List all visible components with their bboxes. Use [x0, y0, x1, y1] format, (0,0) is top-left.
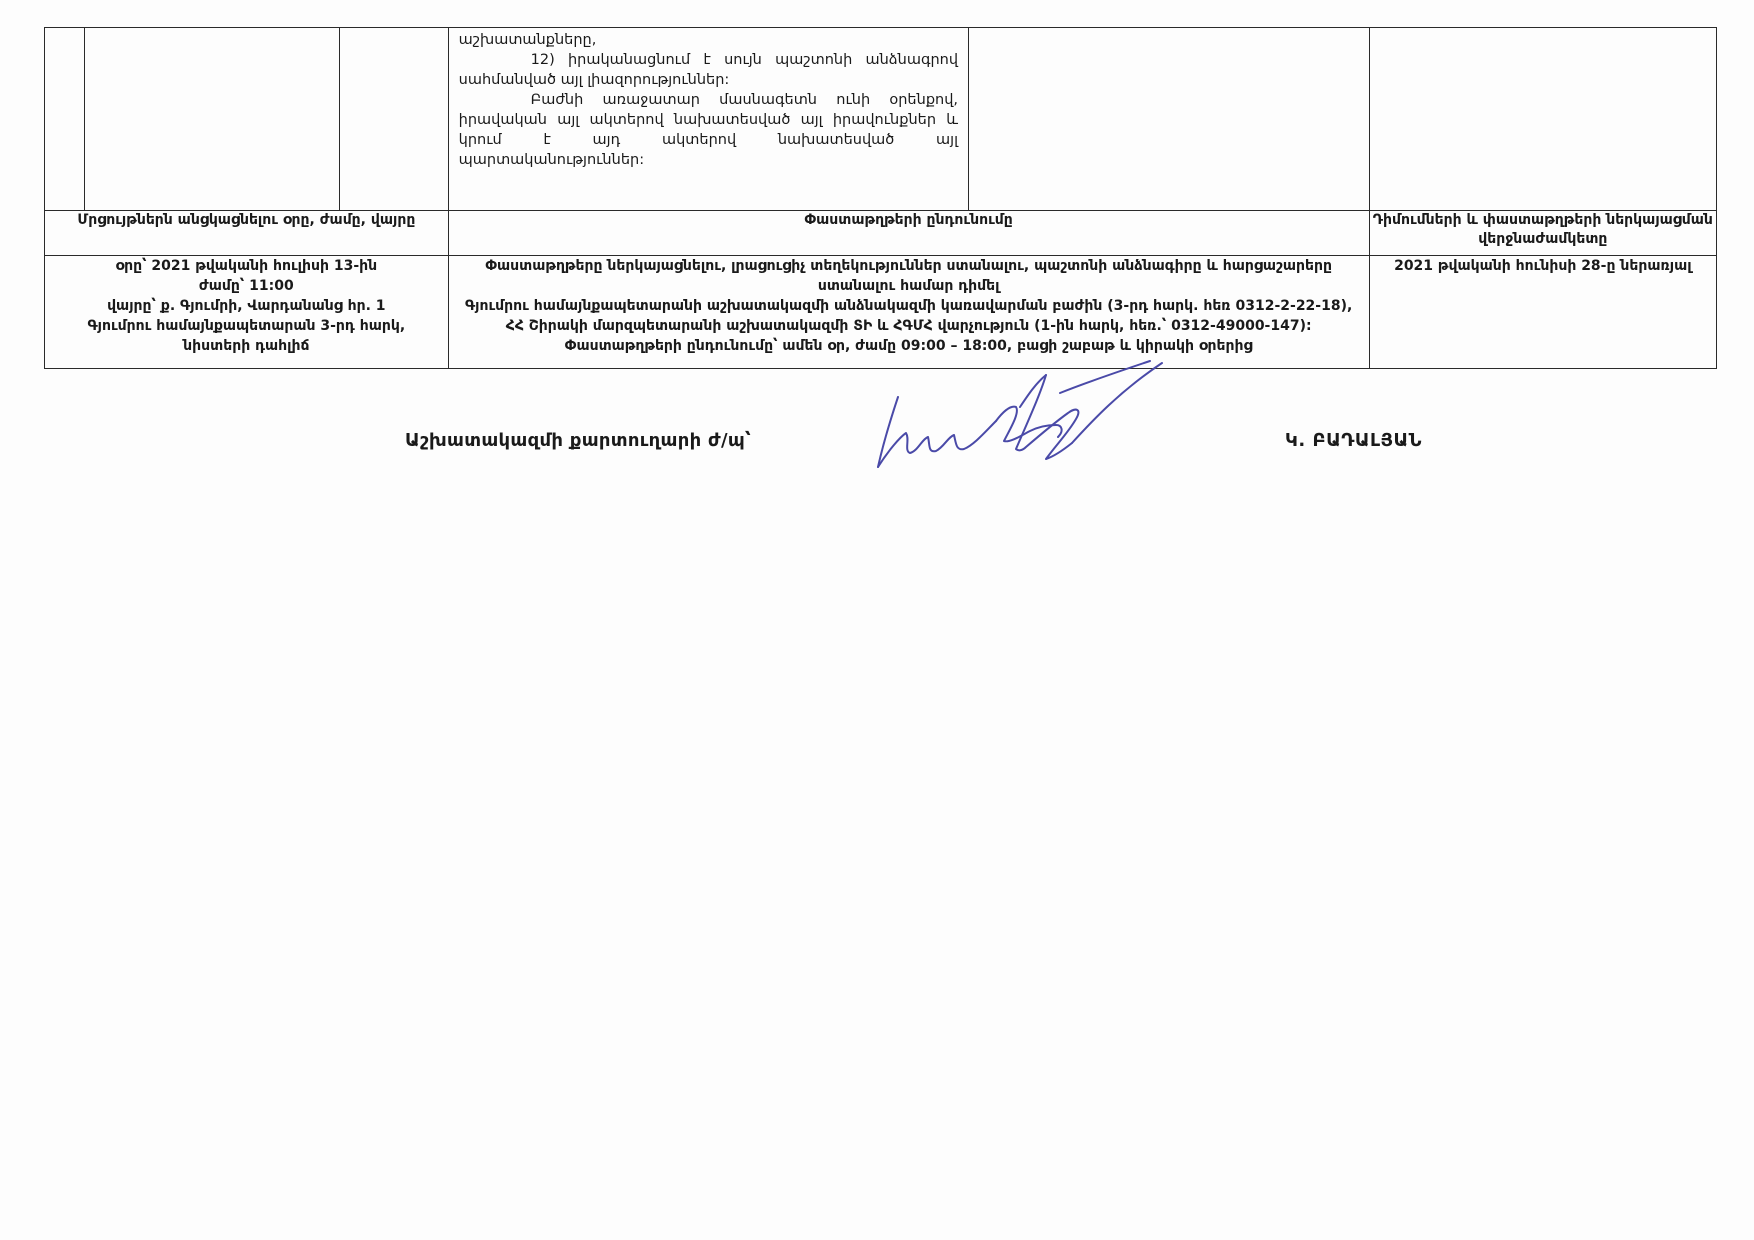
table-row-duties	[45, 28, 1717, 211]
table-row-headers	[45, 211, 1717, 256]
docs-line-1: Փաստաթղթերը ներկայացնելու, լրացուցիչ տեղեկություններ ստանալու, պաշտոնի անձնագիրը և հարցաշարերը	[485, 258, 1332, 274]
exam-place: վայրը՝ ք. Գյումրի, Վարդանանց հր. 1	[107, 298, 386, 314]
competition-table	[44, 27, 1717, 369]
duties-item-12: 12) իրականացնում է սույն պաշտոնի անձնագրով սահմանված այլ լիազորություններ:	[458, 52, 959, 88]
docs-line-4: ՀՀ Շիրակի մարզպետարանի աշխատակազմի ՏԻ և ՀԳՄՀ վարչություն (1-ին հարկ, հեռ.՝ 0312-49000-147):	[505, 318, 1312, 334]
docs-line-5: Փաստաթղթերի ընդունումը՝ ամեն օր, ժամը 09:00 – 18:00, բացի շաբաթ և կիրակի օրերից	[564, 338, 1253, 354]
empty-cell	[339, 28, 448, 211]
docs-info-cell	[448, 256, 1369, 369]
duties-rights: Բաժնի առաջատար մասնագետն ունի օրենքով, իրավական այլ ակտերով նախատեսված այլ իրավունքներ և կրում է այդ ակտերով նախատեսված այլ պարտականություններ:	[458, 92, 959, 168]
exam-hall: նիստերի դահլիճ	[183, 338, 310, 354]
header-deadline: Դիմումների և փաստաթղթերի ներկայացման վերջնաժամկետը	[1369, 211, 1716, 256]
header-exam: Մրցույթներն անցկացնելու օրը, ժամը, վայրը	[45, 211, 449, 256]
exam-info-cell	[45, 256, 449, 369]
header-docs: Փաստաթղթերի ընդունումը	[448, 211, 1369, 256]
exam-date: օրը՝ 2021 թվականի հուլիսի 13-ին	[115, 258, 378, 274]
empty-cell	[969, 28, 1370, 211]
handwritten-signature	[870, 355, 1190, 475]
empty-cell	[45, 28, 85, 211]
exam-room: Գյումրու համայնքապետարան 3-րդ հարկ,	[87, 318, 406, 334]
exam-time: ժամը՝ 11:00	[198, 278, 294, 294]
docs-line-2: ստանալու համար դիմել	[817, 278, 1000, 294]
empty-cell	[85, 28, 340, 211]
empty-cell	[1369, 28, 1716, 211]
duties-prev-line: աշխատանքները,	[458, 32, 597, 48]
signatory-name: Կ. ԲԱԴԱԼՅԱՆ	[1285, 430, 1422, 451]
signatory-title: Աշխատակազմի քարտուղարի ժ/պ՝	[405, 430, 752, 451]
table-row-info	[45, 256, 1717, 369]
docs-line-3: Գյումրու համայնքապետարանի աշխատակազմի անձնակազմի կառավարման բաժին (3-րդ հարկ. հեռ 0312-2-22-18),	[464, 298, 1353, 314]
deadline-cell: 2021 թվականի հունիսի 28-ը ներառյալ	[1369, 256, 1716, 369]
signature-ink	[878, 361, 1162, 467]
duties-cell	[448, 28, 968, 211]
